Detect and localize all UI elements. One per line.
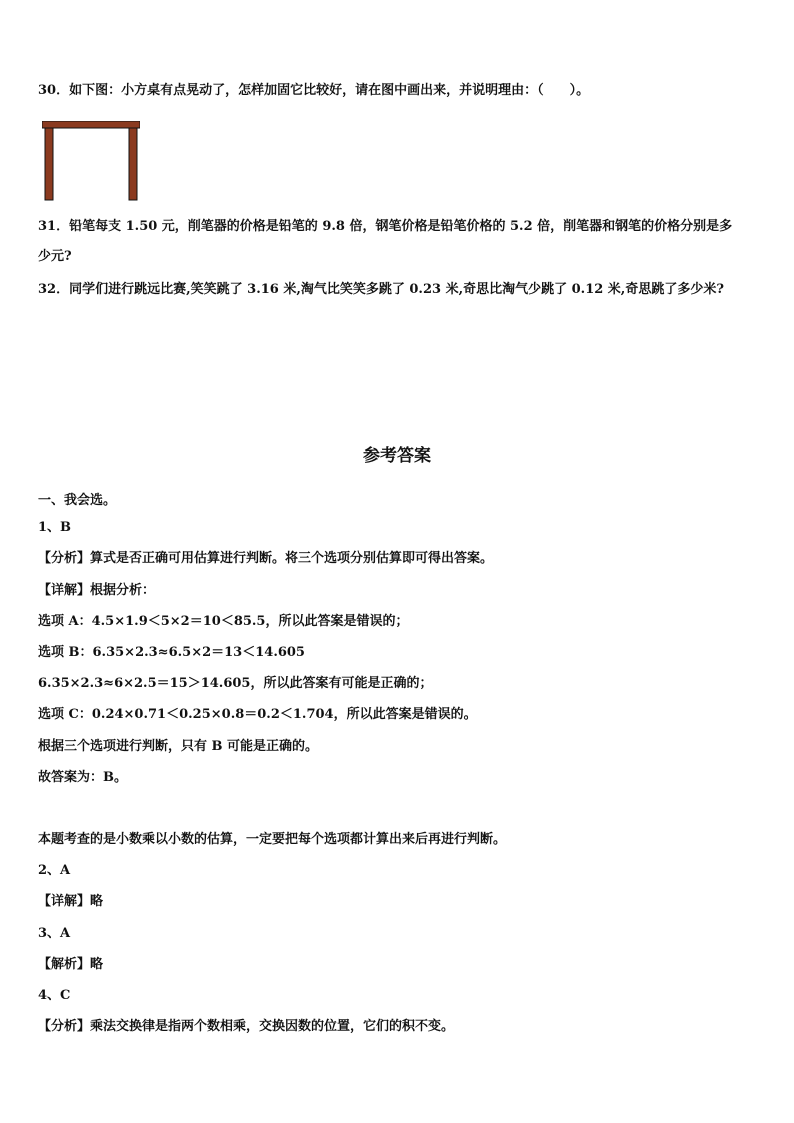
answers-title: 参考答案 — [363, 446, 431, 466]
answer-1-option-c: 选项 C：0.24×0.71＜0.25×0.8＝0.2＜1.704，所以此答案是错误的。 — [38, 707, 477, 722]
answer-1-final: 故答案为：B。 — [38, 770, 127, 785]
question-31-line1: 31．铅笔每支 1.50 元，削笔器的价格是铅笔的 9.8 倍，钢笔价格是铅笔价格的 5.2 倍，削笔器和钢笔的价格分别是多 — [38, 219, 733, 234]
answer-1-option-a: 选项 A：4.5×1.9＜5×2＝10＜85.5，所以此答案是错误的； — [38, 614, 409, 629]
answer-4-label: 4、C — [38, 988, 71, 1003]
answer-1-option-b2: 6.35×2.3≈6×2.5＝15＞14.605，所以此答案有可能是正确的； — [38, 676, 433, 691]
question-32: 32．同学们进行跳远比赛,笑笑跳了 3.16 米,淘气比笑笑多跳了 0.23 米,奇思比淘气少跳了 0.12 米,奇思跳了多少米? — [38, 282, 724, 297]
answer-2-label: 2、A — [38, 863, 71, 878]
answer-1-option-b: 选项 B：6.35×2.3≈6.5×2＝13＜14.605 — [38, 645, 305, 660]
answer-4-analysis: 【分析】乘法交换律是指两个数相乘，交换因数的位置，它们的积不变。 — [38, 1019, 455, 1034]
answer-3-detail: 【解析】略 — [38, 957, 104, 972]
answer-1-analysis: 【分析】算式是否正确可用估算进行判断。将三个选项分别估算即可得出答案。 — [38, 551, 494, 566]
answer-3-label: 3、A — [38, 926, 71, 941]
answer-1-detail-head: 【详解】根据分析： — [38, 583, 156, 598]
answer-1-note: 本题考查的是小数乘以小数的估算，一定要把每个选项都计算出来后再进行判断。 — [38, 832, 507, 847]
answer-2-detail: 【详解】略 — [38, 894, 104, 909]
table-leg-right — [129, 128, 137, 200]
question-31-line2: 少元? — [38, 249, 72, 264]
question-30: 30．如下图：小方桌有点晃动了，怎样加固它比较好，请在图中画出来，并说明理由：（ ）。 — [38, 83, 590, 98]
answer-1-conclusion: 根据三个选项进行判断，只有 B 可能是正确的。 — [38, 739, 319, 754]
section-heading: 一、我会选。 — [38, 493, 117, 508]
answer-1-label: 1、B — [38, 520, 72, 535]
table-top — [42, 121, 140, 128]
table-leg-left — [45, 128, 53, 200]
table-icon — [42, 121, 140, 201]
